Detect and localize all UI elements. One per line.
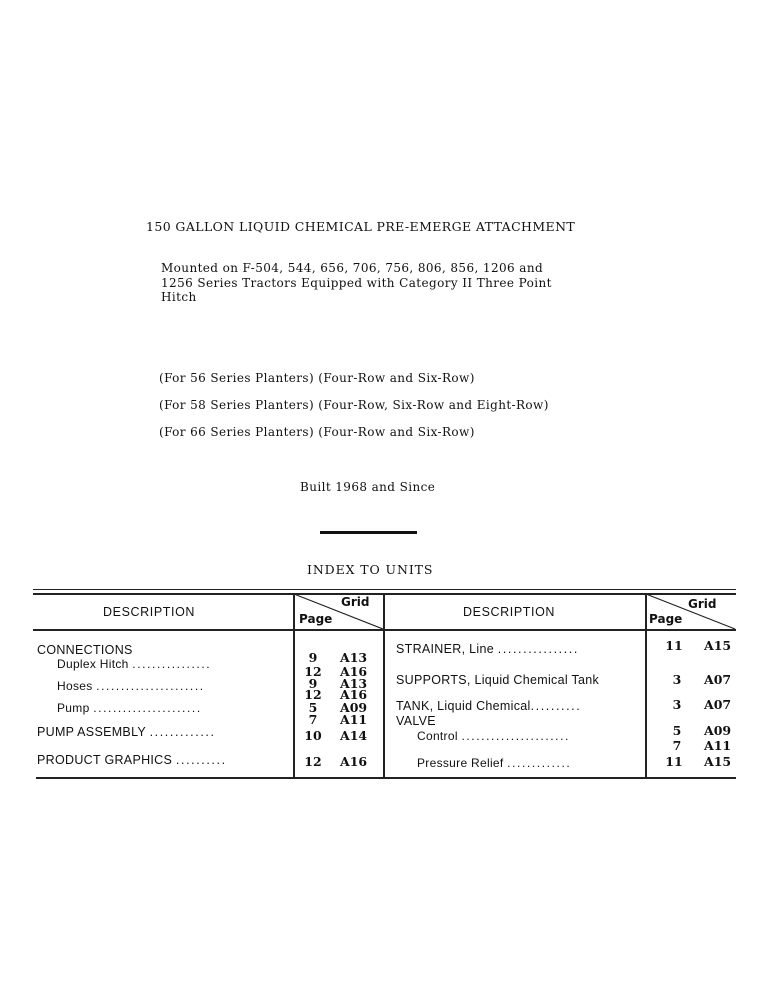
grid-ref: A13 [340,650,368,665]
page-number: 12 [304,687,322,702]
unit-entry: Control ...................... [417,729,570,743]
page-number: 7 [672,738,682,753]
table-bottom-rule [36,777,736,779]
grid-ref: A15 [704,638,732,653]
unit-entry: Pressure Relief ............. [417,756,572,770]
mounted-line: Hitch [161,290,197,304]
unit-entry: SUPPORTS, Liquid Chemical Tank [396,673,600,687]
table-top-rule [33,589,736,590]
planter-series-line: (For 56 Series Planters) (Four-Row and Six-Row) [159,371,475,385]
mounted-line: 1256 Series Tractors Equipped with Category II Three Point [161,275,552,290]
grid-ref: A16 [340,754,368,769]
planter-series-line: (For 58 Series Planters) (Four-Row, Six-Row and Eight-Row) [159,398,549,412]
grid-ref: A16 [340,687,368,702]
column-header-grid: Grid [341,595,370,609]
mounted-description [161,261,552,305]
unit-entry: PUMP ASSEMBLY ............. [37,725,216,739]
page-number: 3 [672,697,682,712]
column-header-description: DESCRIPTION [103,605,196,619]
unit-entry: VALVE [396,714,436,728]
page-number: 5 [308,700,318,715]
column-header-description: DESCRIPTION [463,605,556,619]
grid-ref: A07 [704,697,732,712]
built-date: Built 1968 and Since [300,480,436,494]
unit-entry: Duplex Hitch ................ [57,657,212,671]
page-number: 12 [304,754,322,769]
grid-ref: A09 [704,723,732,738]
divider-rule [320,531,417,534]
grid-ref: A11 [704,738,732,753]
page-number: 3 [672,672,682,687]
grid-ref: A11 [340,712,368,727]
grid-ref: A09 [340,700,368,715]
unit-entry: Hoses ...................... [57,679,205,693]
document-title: 150 GALLON LIQUID CHEMICAL PRE-EMERGE ATTACHMENT [146,219,576,234]
grid-ref: A13 [340,676,368,691]
page-number: 11 [665,754,683,769]
planter-series-line: (For 66 Series Planters) (Four-Row and Six-Row) [159,425,475,439]
page-number: 7 [308,712,318,727]
page-number: 5 [672,723,682,738]
unit-entry: PRODUCT GRAPHICS .......... [37,753,227,767]
index-title: INDEX TO UNITS [307,562,434,577]
page-number: 12 [304,664,322,679]
grid-ref: A16 [340,664,368,679]
unit-entry: CONNECTIONS [37,643,133,657]
mounted-line: Mounted on F-504, 544, 656, 706, 756, 806, 856, 1206 and [161,261,544,275]
column-header-page: Page [299,612,333,626]
grid-ref: A14 [340,728,368,743]
page-number: 9 [308,676,318,691]
column-header-page: Page [649,612,683,626]
column-header-grid: Grid [688,597,717,611]
unit-entry: TANK, Liquid Chemical.......... [396,699,582,713]
page-number: 10 [304,728,322,743]
unit-entry: Pump ...................... [57,701,202,715]
unit-entry: STRAINER, Line ................ [396,642,579,656]
grid-ref: A07 [704,672,732,687]
page-number: 9 [308,650,318,665]
page-number: 11 [665,638,683,653]
grid-ref: A15 [704,754,732,769]
